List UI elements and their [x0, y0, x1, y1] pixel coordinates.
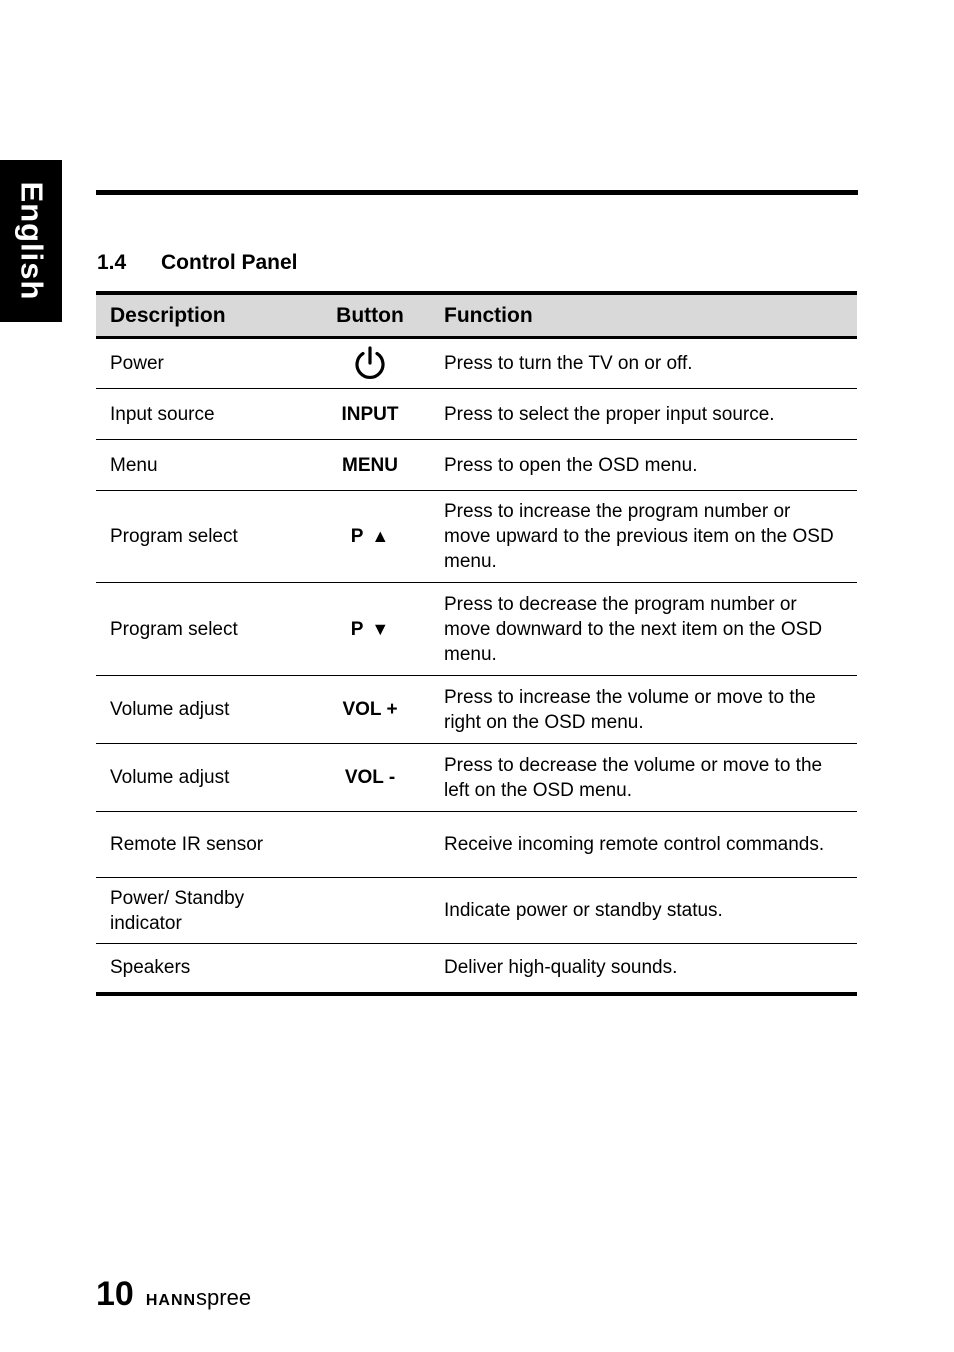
row-button	[310, 491, 430, 583]
section-heading	[97, 251, 298, 275]
language-tab-label: English	[14, 181, 50, 301]
row-description: Volume adjust	[96, 676, 310, 744]
table-row	[96, 389, 857, 440]
row-description: Program select	[96, 491, 310, 583]
row-description: Speakers	[96, 944, 310, 994]
row-function: Press to decrease the volume or move to the left on the OSD menu.	[430, 744, 857, 812]
brand-logo	[146, 1285, 251, 1311]
page-number: 10	[96, 1275, 134, 1313]
row-function: Press to decrease the program number or move downward to the next item on the OSD menu.	[430, 583, 857, 676]
table-row	[96, 440, 857, 491]
row-function: Press to increase the program number or move upward to the previous item on the OSD menu.	[430, 491, 857, 583]
top-rule	[96, 190, 858, 195]
row-description: Program select	[96, 583, 310, 676]
table-row	[96, 491, 857, 583]
row-button: VOL +	[310, 676, 430, 744]
row-function: Press to turn the TV on or off.	[430, 338, 857, 389]
row-function: Deliver high-quality sounds.	[430, 944, 857, 994]
row-function: Press to increase the volume or move to the right on the OSD menu.	[430, 676, 857, 744]
table-row	[96, 583, 857, 676]
triangle-up-icon: ▲	[371, 526, 390, 546]
row-description: Volume adjust	[96, 744, 310, 812]
section-title: Control Panel	[161, 251, 298, 274]
row-function: Receive incoming remote control commands.	[430, 812, 857, 878]
row-button	[310, 338, 430, 389]
row-function: Indicate power or standby status.	[430, 878, 857, 944]
row-description: Power	[96, 338, 310, 389]
triangle-down-icon: ▼	[371, 618, 390, 639]
table-row	[96, 676, 857, 744]
table-header-row	[96, 293, 857, 338]
row-button-label: P	[350, 618, 364, 640]
header-function: Function	[430, 293, 857, 338]
row-description: Remote IR sensor	[96, 812, 310, 878]
brand-light: spree	[196, 1285, 252, 1310]
row-button	[310, 944, 430, 994]
row-description: Menu	[96, 440, 310, 491]
table-row	[96, 878, 857, 944]
section-number: 1.4	[97, 251, 127, 274]
brand-bold: HANN	[145, 1292, 197, 1309]
row-function: Press to open the OSD menu.	[430, 440, 857, 491]
row-function: Press to select the proper input source.	[430, 389, 857, 440]
page-footer	[96, 1275, 251, 1314]
row-description: Input source	[96, 389, 310, 440]
table-row	[96, 944, 857, 994]
row-button	[310, 878, 430, 944]
language-tab	[0, 160, 62, 322]
control-panel-table	[96, 291, 857, 996]
table-row	[96, 744, 857, 812]
table-row	[96, 812, 857, 878]
row-button	[310, 583, 430, 676]
row-button: INPUT	[310, 389, 430, 440]
table-row	[96, 338, 857, 389]
power-icon	[352, 345, 388, 383]
row-button-label: P	[350, 526, 364, 547]
row-button	[310, 812, 430, 878]
row-button: VOL -	[310, 744, 430, 812]
header-button: Button	[310, 293, 430, 338]
header-description: Description	[96, 293, 310, 338]
row-button: MENU	[310, 440, 430, 491]
row-description: Power/ Standby indicator	[96, 878, 310, 944]
